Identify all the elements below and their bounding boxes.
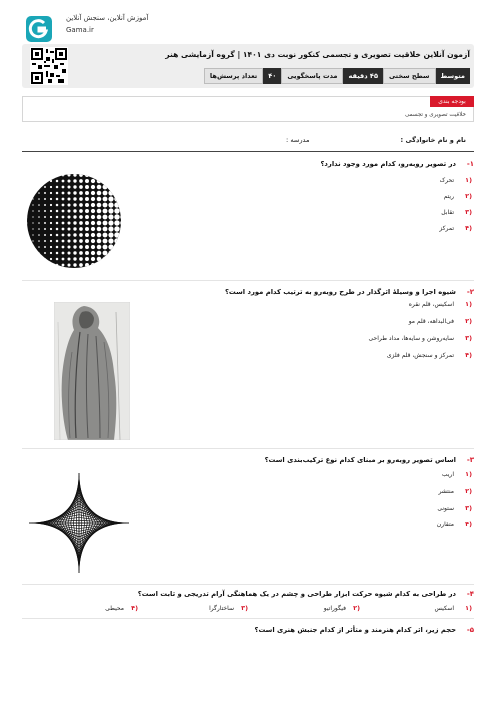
option-text[interactable]: تمرکز	[439, 225, 454, 232]
option-text[interactable]: فی‌البداهه، قلم مو	[408, 318, 454, 325]
gama-logo	[22, 14, 60, 44]
site-name: آموزش آنلاین، سنجش آنلاین	[66, 14, 149, 22]
option-number: ۱)	[465, 604, 472, 612]
option-text[interactable]: سایه‌روشن و سایه‌ها، مداد طراحی	[368, 335, 454, 342]
option-number: ۳)	[241, 604, 248, 612]
option-text[interactable]: تمرکز و سنجش، قلم فلزی	[386, 352, 454, 359]
question-separator	[22, 448, 474, 449]
option-number: ۳)	[465, 504, 472, 512]
option-number: ۴)	[465, 351, 472, 359]
option-number: ۱)	[465, 176, 472, 184]
option-number: ۴)	[131, 604, 138, 612]
option-text[interactable]: منتشر	[438, 488, 454, 495]
option-text[interactable]: متقارن	[436, 521, 454, 528]
option-text[interactable]: اسکیس، قلم نقره	[408, 301, 454, 308]
question-text: حجم زیر، اثر کدام هنرمند و متأثر از کدام جنبش هنری است؟	[254, 626, 456, 634]
question-1-image	[24, 172, 132, 270]
question-number: -۵	[466, 626, 474, 634]
question-separator	[22, 618, 474, 619]
topic-box	[22, 96, 474, 122]
question-separator	[22, 280, 474, 281]
meta-label-duration: مدت پاسخگویی	[281, 68, 343, 84]
question-text: در تصویر روبه‌رو، کدام مورد وجود ندارد؟	[320, 160, 456, 168]
option-number: ۲)	[353, 604, 360, 612]
option-text[interactable]: ریتم	[443, 193, 454, 200]
school-label: مدرسه :	[286, 136, 310, 144]
option-number: ۴)	[465, 520, 472, 528]
topic-badge: بودجه بندی	[430, 96, 474, 107]
option-number: ۲)	[465, 317, 472, 325]
topic-text: خلاقیت تصویری و تجسمی	[404, 112, 466, 118]
question-text: شیوه اجرا و وسیلهٔ اثرگذار در طرح روبه‌رو به ترتیب کدام مورد است؟	[224, 288, 456, 296]
meta-value-questions: ۴۰	[263, 68, 281, 84]
question-number: -۱	[466, 160, 474, 168]
question-text: اساس تصویر روبه‌رو بر مبنای کدام نوع ترکیب‌بندی است؟	[264, 456, 456, 464]
qr-code	[30, 47, 68, 85]
option-text[interactable]: اسکیس	[434, 605, 454, 612]
option-number: ۱)	[465, 470, 472, 478]
question-text: در طراحی به کدام شیوه حرکت ابزار طراحی و چشم در یک هماهنگی آرام تدریجی و ثابت است؟	[137, 590, 456, 598]
question-number: -۳	[466, 456, 474, 464]
question-2-image	[54, 302, 130, 440]
meta-label-questions: تعداد پرسش‌ها	[204, 68, 263, 84]
option-number: ۳)	[465, 208, 472, 216]
option-text[interactable]: تحرک	[439, 177, 454, 184]
question-number: -۲	[466, 288, 474, 296]
option-text[interactable]: فیگوراتیو	[323, 605, 346, 612]
option-text[interactable]: تقابل	[441, 209, 454, 216]
option-number: ۲)	[465, 192, 472, 200]
option-number: ۴)	[465, 224, 472, 232]
meta-value-difficulty: متوسط	[436, 68, 470, 84]
question-3-image	[26, 470, 132, 576]
option-text[interactable]: ستونی	[437, 505, 454, 512]
exam-meta	[204, 68, 470, 84]
question-number: -۴	[466, 590, 474, 598]
option-number: ۲)	[465, 487, 472, 495]
student-name-label: نام و نام خانوادگی :	[400, 136, 466, 144]
option-text[interactable]: ساختارگرا	[209, 605, 234, 612]
meta-value-duration: ۴۵ دقیقه	[343, 68, 383, 84]
option-text[interactable]: محیطی	[105, 605, 124, 612]
meta-label-difficulty: سطح سختی	[383, 68, 436, 84]
option-text[interactable]: اریب	[441, 471, 454, 478]
option-number: ۳)	[465, 334, 472, 342]
exam-title: آزمون آنلاین خلاقیت تصویری و تجسمی کنکور نوبت دی ۱۴۰۱ | گروه آزمایشی هنر	[165, 50, 470, 59]
question-separator	[22, 584, 474, 585]
site-url[interactable]: Gama.ir	[66, 26, 94, 34]
header-divider	[22, 151, 474, 152]
option-number: ۱)	[465, 300, 472, 308]
